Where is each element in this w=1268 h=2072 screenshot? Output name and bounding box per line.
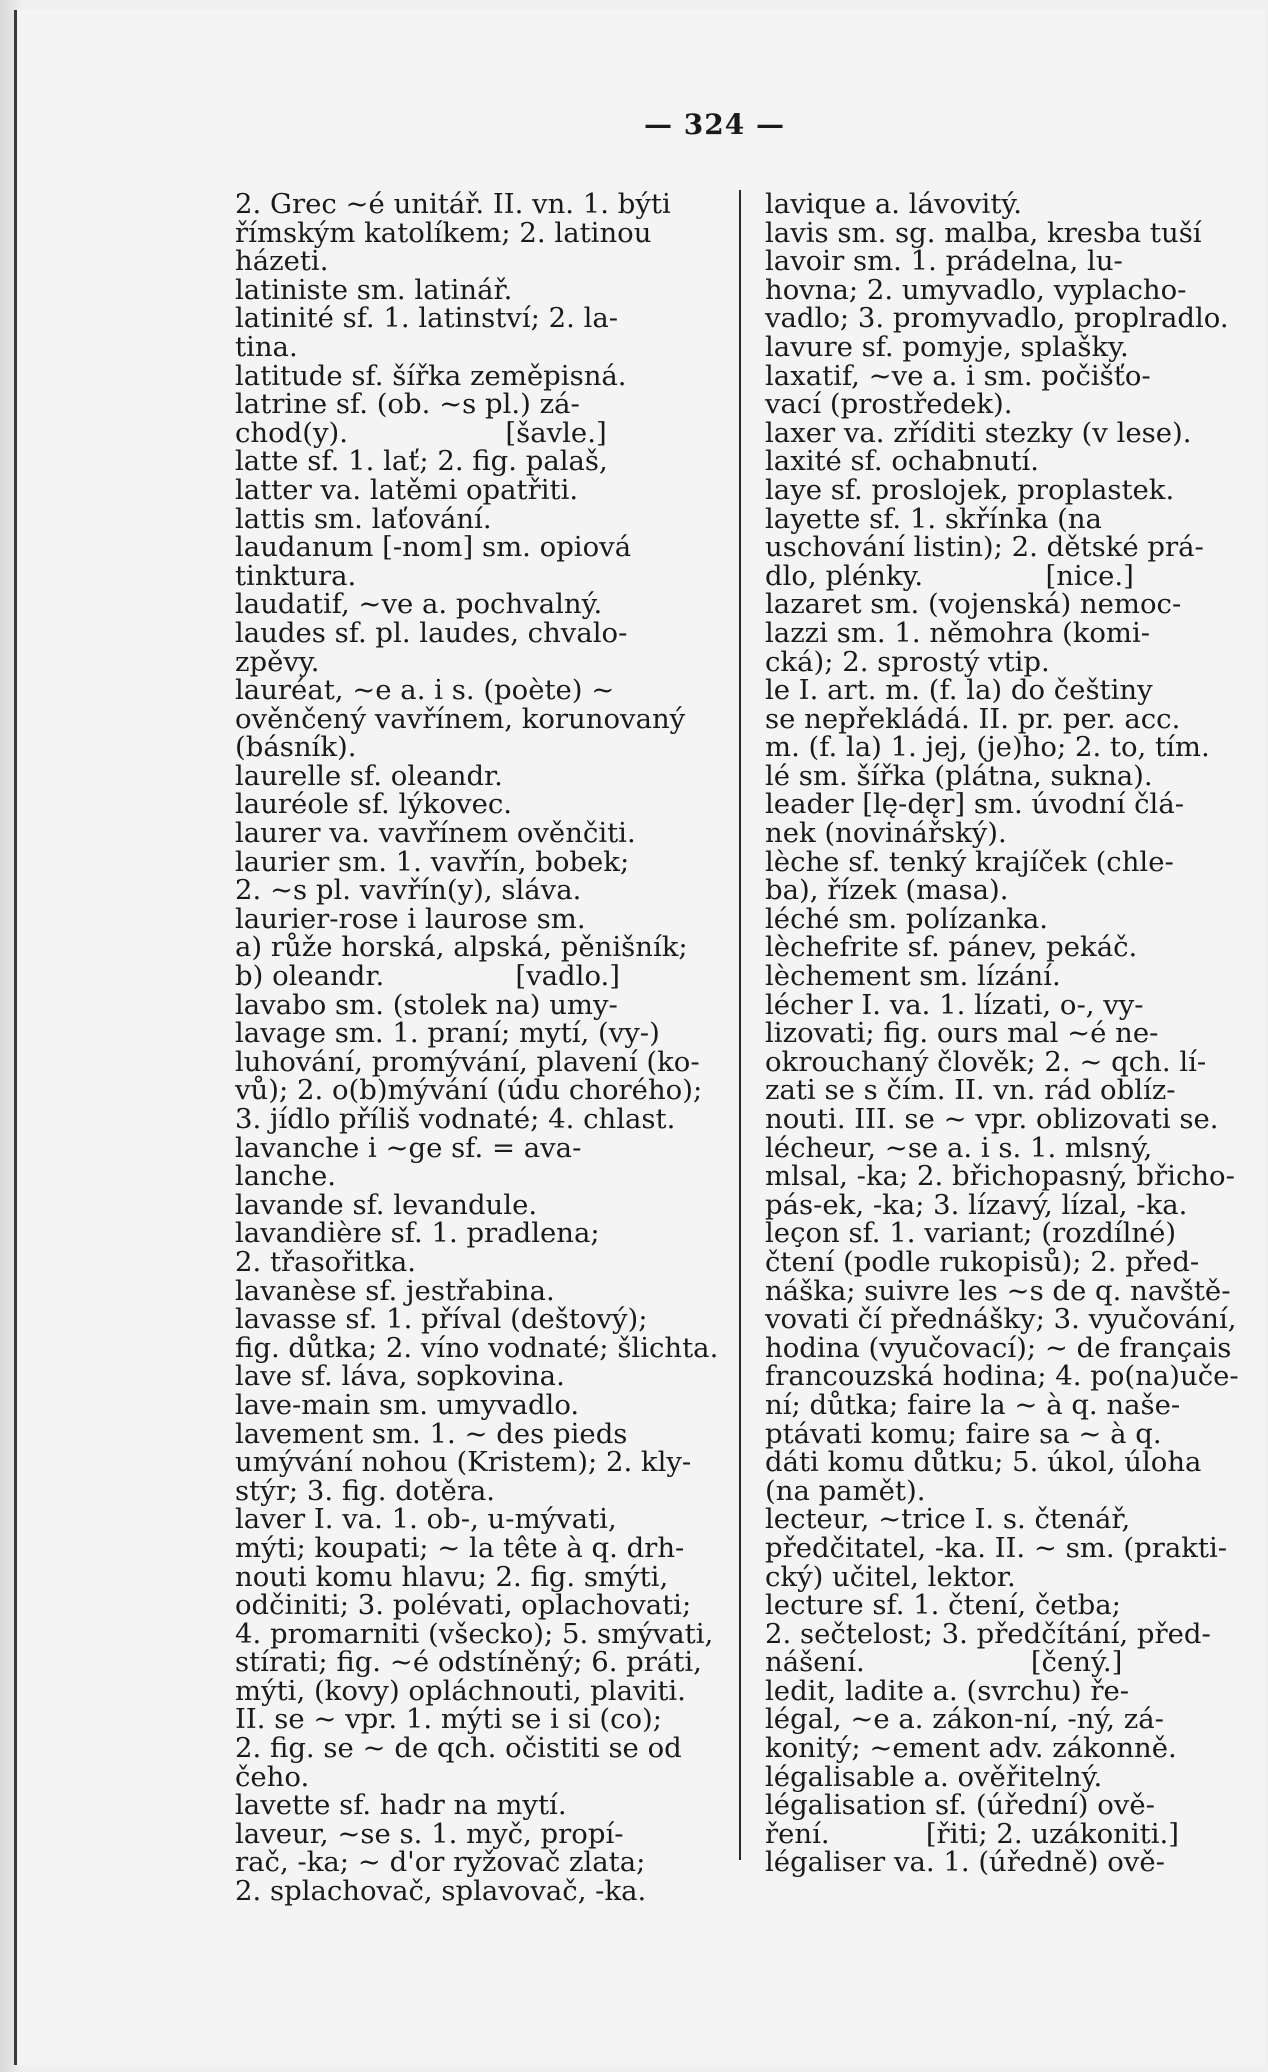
dictionary-line: léché sm. polízanka. <box>765 902 1049 935</box>
dictionary-line: umývání nohou (Kristem); 2. kly- <box>235 1446 692 1479</box>
dictionary-line: lattis sm. laťování. <box>235 502 492 535</box>
column-divider <box>739 190 741 1860</box>
dictionary-line: laveur, ~se s. 1. myč, propí- <box>235 1817 624 1850</box>
dictionary-line: lazzi sm. 1. němohra (komi- <box>765 616 1151 649</box>
dictionary-line: se nepřekládá. II. pr. per. acc. <box>765 702 1181 735</box>
dictionary-line: 3. jídlo příliš vodnaté; 4. chlast. <box>235 1103 676 1135</box>
dictionary-line: a) růže horská, alpská, pěnišník; <box>235 931 688 964</box>
dictionary-line: rač, -ka; ~ d'or ryžovač zlata; <box>235 1846 646 1879</box>
dictionary-line: francouzská hodina; 4. po(na)uče- <box>765 1360 1239 1393</box>
dictionary-line: leader [lę-dęr] sm. úvodní člá- <box>765 788 1185 821</box>
dictionary-line: laxité sf. ochabnutí. <box>765 445 1040 478</box>
dictionary-line: předčitatel, -ka. II. ~ sm. (prakti- <box>765 1531 1228 1564</box>
dictionary-line: ní; důtka; faire la ~ à q. naše- <box>765 1388 1181 1421</box>
dictionary-line: lavanche i ~ge sf. = ava- <box>235 1131 582 1164</box>
dictionary-line: laye sf. proslojek, proplastek. <box>765 473 1175 506</box>
dictionary-line: II. se ~ vpr. 1. mýti se i si (co); <box>235 1703 663 1736</box>
dictionary-line: konitý; ~ement adv. zákonně. <box>765 1732 1177 1765</box>
dictionary-line: zati se s čím. II. vn. rád oblíz- <box>765 1074 1176 1107</box>
dictionary-line: 2. třasořitka. <box>235 1245 417 1278</box>
dictionary-line: lé sm. šířka (plátna, sukna). <box>765 759 1153 792</box>
dictionary-line: vadlo; 3. promyvadlo, proplradlo. <box>765 302 1229 335</box>
dictionary-line: vovati čí přednášky; 3. vyučování, <box>765 1303 1237 1336</box>
dictionary-line: vací (prostředek). <box>765 388 1013 421</box>
dictionary-line: čeho. <box>235 1760 310 1793</box>
dictionary-line: házeti. <box>235 245 329 278</box>
dictionary-line: čtení (podle rukopisů); 2. před- <box>765 1245 1200 1278</box>
dictionary-line: ověnčený vavřínem, korunovaný <box>235 702 686 735</box>
dictionary-line: 2. splachovač, splavovač, -ka. <box>235 1875 647 1908</box>
dictionary-line: laudes sf. pl. laudes, chvalo- <box>235 616 628 649</box>
dictionary-line: (na pamět). <box>765 1474 926 1507</box>
page-number: — 324 — <box>644 108 785 141</box>
dictionary-line: ptávati komu; faire sa ~ à q. <box>765 1417 1162 1450</box>
dictionary-line: nouti. III. se ~ vpr. oblizovati se. <box>765 1103 1219 1135</box>
dictionary-line: římským katolíkem; 2. latinou <box>235 216 652 249</box>
dictionary-line: tina. <box>235 330 298 363</box>
dictionary-page <box>14 10 1265 2065</box>
dictionary-line: lèchement sm. lízání. <box>765 960 1061 993</box>
dictionary-line: 2. sečtelost; 3. předčítání, před- <box>765 1617 1211 1650</box>
dictionary-line: luhování, promývání, plavení (ko- <box>235 1045 700 1078</box>
dictionary-line: ledit, ladite a. (svrchu) ře- <box>765 1674 1130 1707</box>
dictionary-line: laxatif, ~ve a. i sm. počišťo- <box>765 359 1151 392</box>
dictionary-line: nouti komu hlavu; 2. fig. smýti, <box>235 1560 669 1593</box>
dictionary-line: lavement sm. 1. ~ des pieds <box>235 1417 628 1450</box>
dictionary-line: laver I. va. 1. ob-, u-mývati, <box>235 1503 617 1536</box>
dictionary-line: 2. fig. se ~ de qch. očistiti se od <box>235 1732 682 1765</box>
dictionary-line: lanche. <box>235 1160 337 1193</box>
dictionary-line: lavure sf. pomyje, splašky. <box>765 330 1129 363</box>
dictionary-line: lave-main sm. umyvadlo. <box>235 1388 580 1421</box>
dictionary-line: lecteur, ~trice I. s. čtenář, <box>765 1503 1131 1536</box>
left-column <box>235 190 735 1906</box>
dictionary-line: mýti; koupati; ~ la tête à q. drh- <box>235 1531 685 1564</box>
dictionary-line: latrine sf. (ob. ~s pl.) zá- <box>235 388 580 421</box>
dictionary-line: lécher I. va. 1. lízati, o-, vy- <box>765 988 1144 1021</box>
dictionary-line: náška; suivre les ~s de q. navště- <box>765 1274 1231 1307</box>
dictionary-line: lavique a. lávovitý. <box>765 188 1023 220</box>
dictionary-line: stýr; 3. fig. dotěra. <box>235 1474 496 1507</box>
dictionary-line: zpěvy. <box>235 645 320 678</box>
dictionary-line: lauréat, ~e a. i s. (poète) ~ <box>235 674 615 707</box>
dictionary-line: 4. promarniti (všecko); 5. smývati, <box>235 1617 714 1650</box>
dictionary-line: lavasse sf. 1. příval (deštový); <box>235 1303 648 1336</box>
dictionary-line: latter va. latěmi opatřiti. <box>235 473 579 506</box>
dictionary-line: lèche sf. tenký krajíček (chle- <box>765 845 1174 878</box>
dictionary-line: hodina (vyučovací); ~ de français <box>765 1331 1232 1364</box>
dictionary-line: lave sf. láva, sopkovina. <box>235 1360 565 1393</box>
dictionary-line: okrouchaný člověk; 2. ~ qch. lí- <box>765 1045 1207 1078</box>
dictionary-line: lavoir sm. 1. prádelna, lu- <box>765 245 1123 278</box>
dictionary-line: b) oleandr. [vadlo.] <box>235 960 620 993</box>
dictionary-line: uschování listin); 2. dětské prá- <box>765 531 1204 564</box>
dictionary-line: laurier-rose i laurose sm. <box>235 902 586 935</box>
dictionary-line: lauréole sf. lýkovec. <box>235 788 512 821</box>
dictionary-line: cká); 2. sprostý vtip. <box>765 645 1050 678</box>
dictionary-line: latinité sf. 1. latinství; 2. la- <box>235 302 619 335</box>
dictionary-line: lecture sf. 1. čtení, četba; <box>765 1589 1121 1622</box>
dictionary-line: légalisable a. ověřitelný. <box>765 1760 1103 1793</box>
dictionary-line: latte sf. 1. lať; 2. fig. palaš, <box>235 445 608 478</box>
right-column <box>765 190 1243 1877</box>
dictionary-line: le I. art. m. (f. la) do češtiny <box>765 674 1153 707</box>
dictionary-line: nek (novinářský). <box>765 817 1007 850</box>
dictionary-line: m. (f. la) 1. jej, (je)ho; 2. to, tím. <box>765 731 1210 764</box>
dictionary-line: lavandière sf. 1. pradlena; <box>235 1217 600 1250</box>
dictionary-line: stírati; fig. ~é odstíněný; 6. práti, <box>235 1646 702 1679</box>
dictionary-line: fig. důtka; 2. víno vodnaté; šlichta. <box>235 1331 719 1364</box>
dictionary-line: 2. ~s pl. vavřín(y), sláva. <box>235 874 582 907</box>
dictionary-line: lavis sm. sg. malba, kresba tuší <box>765 216 1202 249</box>
dictionary-line: légaliser va. 1. (úředně) ově- <box>765 1846 1165 1879</box>
dictionary-line: latitude sf. šířka zeměpisná. <box>235 359 627 392</box>
dictionary-line: hovna; 2. umyvadlo, vyplacho- <box>765 273 1187 306</box>
dictionary-line: odčiniti; 3. polévati, oplachovati; <box>235 1589 692 1622</box>
dictionary-line: légalisation sf. (úřední) ově- <box>765 1789 1155 1822</box>
dictionary-line: légal, ~e a. zákon-ní, -ný, zá- <box>765 1703 1164 1736</box>
dictionary-line: lizovati; fig. ours mal ~é ne- <box>765 1017 1159 1050</box>
dictionary-line: lèchefrite sf. pánev, pekáč. <box>765 931 1138 964</box>
dictionary-line: ba), řízek (masa). <box>765 874 1009 907</box>
dictionary-line: (básník). <box>235 731 357 764</box>
dictionary-line: vů); 2. o(b)mývání (údu chorého); <box>235 1074 703 1107</box>
dictionary-line: lavande sf. levandule. <box>235 1188 538 1221</box>
dictionary-line: dlo, plénky. [nice.] <box>765 559 1134 592</box>
dictionary-line: lazaret sm. (vojenská) nemoc- <box>765 588 1182 621</box>
dictionary-line: cký) učitel, lektor. <box>765 1560 1016 1593</box>
dictionary-line: layette sf. 1. skřínka (na <box>765 502 1102 535</box>
dictionary-line: 2. Grec ~é unitář. II. vn. 1. býti <box>235 188 671 220</box>
dictionary-line: dáti komu důtku; 5. úkol, úloha <box>765 1446 1202 1479</box>
dictionary-line: lavage sm. 1. praní; mytí, (vy-) <box>235 1017 660 1050</box>
dictionary-line: chod(y). [šavle.] <box>235 416 607 449</box>
dictionary-line: laurier sm. 1. vavřín, bobek; <box>235 845 630 878</box>
dictionary-line: mýti, (kovy) opláchnouti, plaviti. <box>235 1674 686 1707</box>
dictionary-line: pás-ek, -ka; 3. lízavý, lízal, -ka. <box>765 1188 1188 1221</box>
dictionary-line: laudanum [-nom] sm. opiová <box>235 531 632 564</box>
dictionary-line: laurelle sf. oleandr. <box>235 759 503 792</box>
dictionary-line: lécheur, ~se a. i s. 1. mlsný, <box>765 1131 1153 1164</box>
dictionary-line: lavanèse sf. jestřabina. <box>235 1274 555 1307</box>
dictionary-line: laurer va. vavřínem ověnčiti. <box>235 817 636 850</box>
dictionary-line: tinktura. <box>235 559 357 592</box>
dictionary-line: laudatif, ~ve a. pochvalný. <box>235 588 603 621</box>
dictionary-line: laxer va. zříditi stezky (v lese). <box>765 416 1192 449</box>
dictionary-line: nášení. [čený.] <box>765 1646 1123 1679</box>
dictionary-line: mlsal, -ka; 2. břichopasný, břicho- <box>765 1160 1235 1193</box>
dictionary-line: lavette sf. hadr na mytí. <box>235 1789 567 1822</box>
dictionary-line: latiniste sm. latinář. <box>235 273 513 306</box>
dictionary-line: ření. [řiti; 2. uzákoniti.] <box>765 1817 1179 1850</box>
dictionary-line: leçon sf. 1. variant; (rozdílné) <box>765 1217 1177 1250</box>
dictionary-line: lavabo sm. (stolek na) umy- <box>235 988 618 1021</box>
